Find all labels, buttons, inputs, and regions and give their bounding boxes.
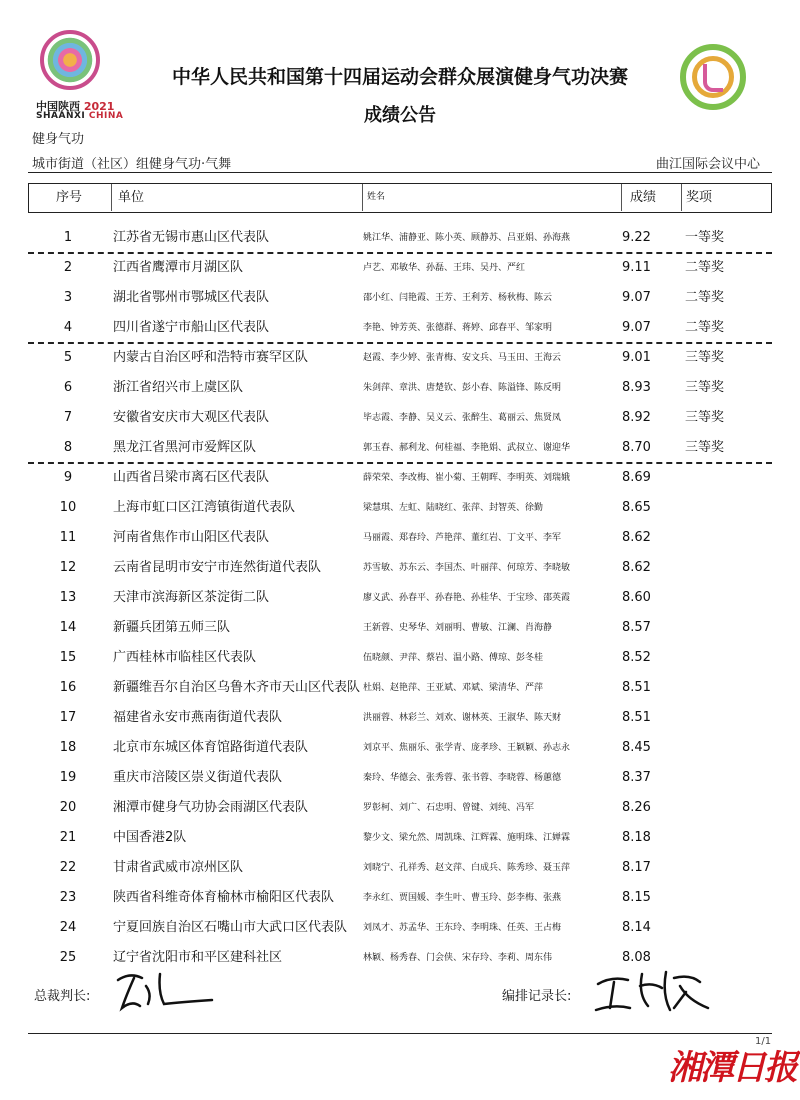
table-row <box>28 763 772 793</box>
table-row <box>28 673 772 703</box>
row-score: 8.62 <box>622 560 651 575</box>
row-names: 李艳、钟芳英、张德群、蒋婷、邱春平、邹家明 <box>363 323 553 333</box>
row-award <box>680 613 775 643</box>
row-unit: 辽宁省沈阳市和平区建科社区 <box>113 950 283 965</box>
table-row <box>28 793 772 823</box>
row-award: 二等奖 <box>685 290 725 305</box>
row-award <box>680 583 775 613</box>
header-divider <box>28 172 772 173</box>
row-award <box>680 703 775 733</box>
newspaper-masthead: 湘潭日报 <box>668 1048 796 1088</box>
table-row <box>28 313 772 343</box>
table-row <box>28 403 772 433</box>
row-number: 4 <box>63 320 73 335</box>
row-score: 8.60 <box>622 590 651 605</box>
row-names: 刘晓宁、孔祥秀、赵文萍、白成兵、陈秀珍、聂玉萍 <box>363 863 571 873</box>
row-score: 8.14 <box>622 920 651 935</box>
row-unit: 江苏省无锡市惠山区代表队 <box>113 230 270 245</box>
header-unit: 单位 <box>111 184 368 211</box>
table-row <box>28 493 772 523</box>
table-row <box>28 553 772 583</box>
row-award <box>680 523 775 553</box>
row-names: 罗彰柯、刘广、石忠明、曾键、刘纯、冯军 <box>363 803 535 813</box>
row-award <box>680 493 775 523</box>
row-number: 6 <box>63 380 73 395</box>
row-unit: 四川省遂宁市船山区代表队 <box>113 320 270 335</box>
logo-caption-region-text: 中国陕西 <box>36 100 80 113</box>
row-score: 8.70 <box>622 440 651 455</box>
row-names: 杜娟、赵艳萍、王亚斌、邓斌、梁清华、严萍 <box>363 683 544 693</box>
row-score: 8.57 <box>622 620 651 635</box>
row-unit: 黑龙江省黑河市爱辉区队 <box>113 440 257 455</box>
row-number: 13 <box>59 590 77 605</box>
table-row <box>28 223 772 253</box>
row-award <box>680 763 775 793</box>
row-score: 8.92 <box>622 410 651 425</box>
row-number: 15 <box>59 650 77 665</box>
logo-caption-en2: CHINA <box>88 111 124 121</box>
row-score: 8.18 <box>622 830 651 845</box>
games-logo-icon <box>40 30 100 90</box>
row-award <box>680 673 775 703</box>
row-names: 刘凤才、苏孟华、王东玲、李明珠、任英、王占梅 <box>363 923 562 933</box>
row-score: 8.45 <box>622 740 651 755</box>
table-row <box>28 883 772 913</box>
table-row <box>28 583 772 613</box>
row-unit: 江西省鹰潭市月湖区队 <box>113 260 244 275</box>
row-award <box>680 853 775 883</box>
footer-divider <box>28 1033 772 1034</box>
row-unit: 湘潭市健身气功协会雨湖区代表队 <box>113 800 309 815</box>
row-score: 8.15 <box>622 890 651 905</box>
chief-judge-label: 总裁判长: <box>34 989 91 1004</box>
row-unit: 河南省焦作市山阳区代表队 <box>113 530 270 545</box>
row-unit: 北京市东城区体育馆路街道代表队 <box>113 740 309 755</box>
row-score: 8.52 <box>622 650 651 665</box>
table-row <box>28 913 772 943</box>
row-score: 8.51 <box>622 710 651 725</box>
table-row <box>28 733 772 763</box>
row-award <box>680 463 775 493</box>
row-unit: 新疆兵团第五师三队 <box>113 620 231 635</box>
table-row <box>28 853 772 883</box>
row-unit: 重庆市涪陵区崇义街道代表队 <box>113 770 283 785</box>
row-number: 16 <box>59 680 77 695</box>
table-row <box>28 253 772 283</box>
logo-caption-en1: SHAANXI <box>36 111 86 121</box>
table-row <box>28 343 772 373</box>
event-venue: 曲江国际会议中心 <box>655 157 760 172</box>
sport-label: 健身气功 <box>32 132 85 147</box>
table-row <box>28 463 772 493</box>
recorder-signature <box>590 964 720 1016</box>
row-names: 伍晓颜、尹萍、蔡岩、温小路、傅琼、彭冬桂 <box>363 653 544 663</box>
row-score: 8.93 <box>622 380 651 395</box>
row-award <box>680 883 775 913</box>
row-names: 郭玉春、郝利龙、何桂福、李艳娟、武叔立、谢迎华 <box>363 443 571 453</box>
row-names: 赵霞、李少婷、张青梅、安文兵、马玉田、王海云 <box>363 353 562 363</box>
row-award <box>680 733 775 763</box>
row-unit: 山西省吕梁市离石区代表队 <box>113 470 270 485</box>
row-number: 22 <box>59 860 77 875</box>
row-names: 马丽霞、郑春玲、芦艳萍、董红岩、丁文平、李军 <box>363 533 562 543</box>
table-row <box>28 643 772 673</box>
header-award: 奖项 <box>681 184 776 211</box>
row-names: 黎少文、梁允然、周凯珠、江辉霖、施明珠、江婵霖 <box>363 833 571 843</box>
table-header <box>28 183 772 213</box>
row-number: 14 <box>59 620 77 635</box>
header-names: 姓名 <box>362 184 625 211</box>
row-unit: 福建省永安市燕南街道代表队 <box>113 710 283 725</box>
results-table <box>28 183 772 965</box>
row-names: 朱剑萍、章洪、唐楚钦、彭小春、陈溢锋、陈反明 <box>363 383 562 393</box>
row-unit: 甘肃省武威市凉州区队 <box>113 860 244 875</box>
row-number: 8 <box>63 440 73 455</box>
row-names: 薛荣荣、李改梅、崔小菊、王朝晖、李明英、刘瑞娥 <box>363 473 571 483</box>
qigong-logo-icon <box>680 44 746 110</box>
logo-caption-year: 2021 <box>83 100 115 113</box>
row-award: 三等奖 <box>685 350 725 365</box>
row-score: 8.62 <box>622 530 651 545</box>
row-number: 12 <box>59 560 77 575</box>
row-score: 8.37 <box>622 770 651 785</box>
row-score: 9.07 <box>622 320 651 335</box>
row-number: 5 <box>63 350 73 365</box>
row-score: 9.01 <box>622 350 651 365</box>
row-number: 7 <box>63 410 73 425</box>
row-unit: 陕西省科维奇体育榆林市榆阳区代表队 <box>113 890 335 905</box>
row-number: 21 <box>59 830 77 845</box>
row-names: 梁慧琪、左虹、陆晓红、张萍、封智英、徐勤 <box>363 503 544 513</box>
table-row <box>28 823 772 853</box>
row-score: 8.08 <box>622 950 651 965</box>
row-names: 苏雪敏、苏东云、李国杰、叶丽萍、何琼芳、李晓敏 <box>363 563 571 573</box>
row-names: 廖义武、孙春平、孙春艳、孙桂华、于宝珍、邵英霞 <box>363 593 571 603</box>
row-names: 秦玲、华德会、张秀蓉、张书蓉、李晓蓉、杨蕙德 <box>363 773 562 783</box>
table-row <box>28 523 772 553</box>
header-score: 成绩 <box>621 184 690 211</box>
row-unit: 浙江省绍兴市上虞区队 <box>113 380 244 395</box>
row-number: 18 <box>59 740 77 755</box>
row-number: 3 <box>63 290 73 305</box>
row-award <box>680 643 775 673</box>
table-row <box>28 703 772 733</box>
row-number: 24 <box>59 920 77 935</box>
row-number: 19 <box>59 770 77 785</box>
row-score: 9.22 <box>622 230 651 245</box>
row-number: 23 <box>59 890 77 905</box>
row-number: 11 <box>59 530 77 545</box>
row-names: 洪丽蓉、林彩兰、刘欢、谢林英、王淑华、陈天财 <box>363 713 562 723</box>
row-score: 8.69 <box>622 470 651 485</box>
row-names: 李永红、贾国媛、李生叶、曹玉玲、彭李梅、张燕 <box>363 893 562 903</box>
row-unit: 宁夏回族自治区石嘴山市大武口区代表队 <box>113 920 348 935</box>
row-names: 姚江华、浦静亚、陈小英、顾静苏、吕亚娟、孙海燕 <box>363 233 571 243</box>
row-number: 20 <box>59 800 77 815</box>
row-number: 9 <box>63 470 73 485</box>
row-names: 刘京平、焦丽乐、张学青、庞孝珍、王颖颖、孙志永 <box>363 743 571 753</box>
table-row <box>28 613 772 643</box>
row-award: 二等奖 <box>685 260 725 275</box>
row-names: 王新蓉、史琴华、刘丽明、曹敏、江澜、肖海静 <box>363 623 553 633</box>
row-score: 9.11 <box>622 260 651 275</box>
chief-judge-signature <box>112 966 222 1012</box>
table-row <box>28 373 772 403</box>
row-number: 2 <box>63 260 73 275</box>
row-unit: 安徽省安庆市大观区代表队 <box>113 410 270 425</box>
row-unit: 天津市滨海新区茶淀街二队 <box>113 590 270 605</box>
row-names: 邵小红、闫艳霞、王芳、王利芳、杨秋梅、陈云 <box>363 293 553 303</box>
page-number: 1/1 <box>755 1036 772 1047</box>
row-score: 8.17 <box>622 860 651 875</box>
row-score: 8.51 <box>622 680 651 695</box>
row-award: 三等奖 <box>685 410 725 425</box>
row-award <box>680 823 775 853</box>
row-award <box>680 793 775 823</box>
row-unit: 中国香港2队 <box>113 830 187 845</box>
row-unit: 内蒙古自治区呼和浩特市赛罕区队 <box>113 350 309 365</box>
event-category: 城市街道（社区）组健身气功·气舞 <box>32 157 232 172</box>
row-number: 10 <box>59 500 77 515</box>
row-unit: 湖北省鄂州市鄂城区代表队 <box>113 290 270 305</box>
row-unit: 上海市虹口区江湾镇街道代表队 <box>113 500 296 515</box>
row-names: 林颖、杨秀春、门会侠、宋存玲、李莉、周东伟 <box>363 953 553 963</box>
row-award: 三等奖 <box>685 440 725 455</box>
row-number: 25 <box>59 950 77 965</box>
row-names: 毕志霞、李静、吴义云、张醉生、葛丽云、焦贤凤 <box>363 413 562 423</box>
row-award: 三等奖 <box>685 380 725 395</box>
row-score: 8.26 <box>622 800 651 815</box>
table-row <box>28 433 772 463</box>
row-score: 9.07 <box>622 290 651 305</box>
row-unit: 云南省昆明市安宁市连然街道代表队 <box>113 560 322 575</box>
page-subtitle: 成绩公告 <box>364 105 436 126</box>
row-unit: 广西桂林市临桂区代表队 <box>113 650 257 665</box>
recorder-label: 编排记录长: <box>502 989 572 1004</box>
row-unit: 新疆维吾尔自治区乌鲁木齐市天山区代表队 <box>113 680 361 695</box>
row-number: 1 <box>63 230 73 245</box>
row-names: 卢艺、邓敏华、孙磊、王玮、吴丹、严红 <box>363 263 526 273</box>
table-row <box>28 283 772 313</box>
row-number: 17 <box>59 710 77 725</box>
row-award <box>680 553 775 583</box>
row-award <box>680 913 775 943</box>
header-no: 序号 <box>55 190 82 205</box>
page-title: 中华人民共和国第十四届运动会群众展演健身气功决赛 <box>171 66 628 88</box>
row-score: 8.65 <box>622 500 651 515</box>
row-award: 一等奖 <box>685 230 725 245</box>
row-award: 二等奖 <box>685 320 725 335</box>
